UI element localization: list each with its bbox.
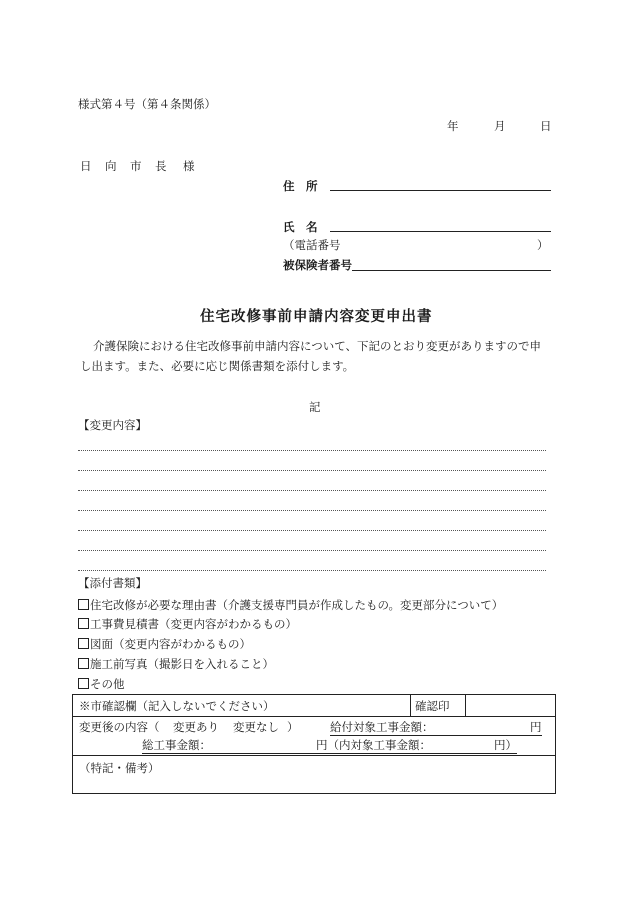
form-number: 様式第４号（第４条関係） [78,97,216,111]
attachment-item[interactable] [78,676,125,692]
page-title: 住宅改修事前申請内容変更申出書 [200,308,433,325]
box-divider [410,695,411,716]
addressee-mayor: 日 向 市 長 [80,159,168,173]
attachment-label: その他 [90,677,125,691]
total-amount-label: 総工事金額： [142,737,316,754]
body-text-line2: し出ます。また、必要に応じ関係書類を添付します。 [80,359,355,373]
checkbox-icon[interactable] [78,618,89,629]
remarks-label: （特記・備考） [79,761,160,775]
change-heading: 【変更内容】 [78,418,147,432]
attachment-label: 住宅改修が必要な理由書（介護支援専門員が作成したもの。変更部分について） [90,598,504,612]
phone-close: ） [537,238,549,252]
attachment-item[interactable] [78,597,503,613]
body-text-line1: 介護保険における住宅改修事前申請内容について、下記のとおり変更がありますので申 [93,339,542,353]
box-divider [73,716,555,717]
total-amount-yen: 円（内対象工事金額： [316,737,494,754]
city-confirmation-box [72,694,556,794]
date-day: 日 [540,119,552,133]
target-amount-yen: 円） [494,738,517,752]
name-field[interactable] [330,231,551,232]
change-line[interactable] [78,470,546,471]
change-line[interactable] [78,510,546,511]
option-changed[interactable]: 変更あり [173,720,219,734]
change-line[interactable] [78,570,546,571]
change-line[interactable] [78,450,546,451]
total-amount [142,737,517,754]
address-label: 住 所 [283,179,318,193]
date-month: 月 [494,119,506,133]
option-close: ） [287,720,299,734]
change-line[interactable] [78,490,546,491]
attachment-item[interactable] [78,636,251,652]
ki-label: 記 [309,400,321,414]
option-unchanged[interactable]: 変更なし [233,720,279,734]
seal-label: 確認印 [415,699,450,713]
benefit-amount [330,719,542,736]
insured-number-label: 被保険者番号 [283,258,352,272]
addressee-honorific: 様 [183,159,195,173]
city-check-column: ※市確認欄（記入しないでください） [79,699,275,713]
attachment-item[interactable] [78,616,297,632]
post-change-label: 変更後の内容（ [79,720,160,734]
checkbox-icon[interactable] [78,638,89,649]
change-line[interactable] [78,530,546,531]
attachment-item[interactable] [78,656,274,672]
box-divider [73,755,555,756]
checkbox-icon[interactable] [78,678,89,689]
phone-label: （電話番号 [283,238,341,252]
benefit-amount-label: 給付対象工事金額： [330,719,530,736]
insured-number-field[interactable] [352,270,551,271]
change-line[interactable] [78,550,546,551]
box-divider [465,695,466,716]
name-label: 氏 名 [283,220,318,234]
benefit-amount-yen: 円 [530,720,542,734]
attachment-label: 図面（変更内容がわかるもの） [90,637,251,651]
attachments-heading: 【添付書類】 [78,576,147,590]
checkbox-icon[interactable] [78,599,89,610]
attachment-label: 施工前写真（撮影日を入れること） [90,657,274,671]
attachment-label: 工事費見積書（変更内容がわかるもの） [90,617,297,631]
checkbox-icon[interactable] [78,658,89,669]
address-field[interactable] [330,190,551,191]
seal-field[interactable] [471,697,551,713]
date-year: 年 [447,119,459,133]
